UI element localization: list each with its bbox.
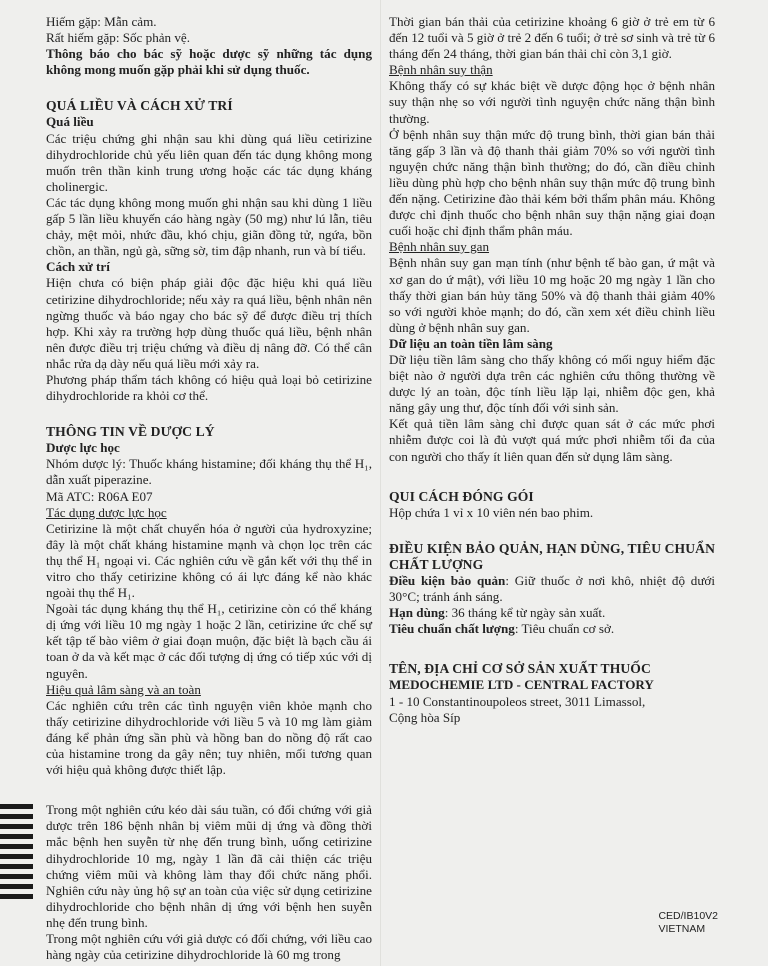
registration-bar xyxy=(0,844,33,849)
registration-bar xyxy=(0,874,33,879)
atc-code: Mã ATC: R06A E07 xyxy=(46,488,153,504)
pd-effect-paragraph-2: Ngoài tác dụng kháng thụ thể H₁, cetirizine còn có thể kháng dị ứng với liều 10 mg ngày 1 hoặc 2 lần, cetirizine ức chế sự kết tập tế bào viêm ở giai đoạn muộn, đặc biệt là bạch cầu ái toan ở da và kết mạc ở các đối tượng dị ứng có tiếp xúc với dị nguyên. xyxy=(46,601,372,681)
document-code-id: CED/IB10V2 xyxy=(658,910,718,922)
pharmacology-heading: THÔNG TIN VỀ DƯỢC LÝ xyxy=(46,424,215,440)
registration-bar xyxy=(0,824,33,829)
left-column xyxy=(46,14,372,963)
hepatic-subheading: Bệnh nhân suy gan xyxy=(389,239,490,255)
quality-label: Tiêu chuẩn chất lượng xyxy=(389,621,515,637)
clinical-paragraph-3: Trong một nghiên cứu với giả dược có đối chứng, với liều cao hàng ngày của cetirizine dihydrochloride là 60 mg trong xyxy=(46,930,372,963)
manufacturer-heading: TÊN, ĐỊA CHỈ CƠ SỞ SẢN XUẤT THUỐC xyxy=(389,661,651,677)
registration-bar xyxy=(0,894,33,899)
document-code xyxy=(658,910,718,936)
pediatric-half-life: Thời gian bán thải của cetirizine khoảng 6 giờ ở trẻ em từ 6 đến 12 tuổi và 5 giờ ở trẻ 2 đến 6 tuổi; ở trẻ sơ sinh và trẻ từ 6 tháng đến 24 tháng, thời gian bán thải chỉ còn 3,1 giờ. xyxy=(389,14,715,62)
shelf-life-line xyxy=(389,605,715,621)
overdose-paragraph-1: Các triệu chứng ghi nhận sau khi dùng quá liều cetirizine dihydrochloride chủ yếu liên quan đến tác dụng không mong muốn trên thần kinh trung ương hoặc các tác dụng kháng cholinergic. xyxy=(46,130,372,194)
notify-doctor-note: Thông báo cho bác sỹ hoặc dược sỹ những tác dụng không mong muốn gặp phải khi sử dụng thuốc. xyxy=(46,46,372,78)
print-registration-bars xyxy=(0,804,33,904)
right-column xyxy=(389,14,715,726)
registration-bar xyxy=(0,804,33,809)
column-divider xyxy=(380,0,381,966)
shelf-life-text: : 36 tháng kể từ ngày sản xuất. xyxy=(444,605,606,621)
clinical-paragraph-1: Các nghiên cứu trên các tình nguyện viên khỏe mạnh cho thấy cetirizine dihydrochloride với liều 5 và 10 mg làm giảm đáng kể phản ứng sần phù và hồng ban do nồng độ rất cao của histamine trong da gây nên; tuy nhiên, mối tương quan với hiệu quả không được thiết lập. xyxy=(46,697,372,778)
registration-bar xyxy=(0,884,33,889)
pd-effect-subheading: Tác dụng dược lực học xyxy=(46,504,167,520)
hepatic-paragraph: Bệnh nhân suy gan mạn tính (như bệnh tế bào gan, ứ mật và xơ gan do ứ mật), với liều 10 mg hoặc 20 mg ngày 1 lần cho thấy thời gian bán hủy tăng 50% và độ thanh thải giảm 40% so với người khỏe mạnh; do đó, cần xem xét điều chỉnh liều dùng ở bệnh nhân suy gan. xyxy=(389,255,715,335)
overdose-subheading: Quá liều xyxy=(46,114,94,130)
overdose-paragraph-2: Các tác dụng không mong muốn ghi nhận sau khi dùng 1 liều gấp 5 lần liều khuyến cáo hàng ngày (50 mg) như lú lẫn, tiêu chảy, mệt mỏi, nhức đầu, khó chịu, giãn đồng tử, ngứa, bồn chồn, an thần, ngủ gà, sững sờ, tim đập nhanh, run và bí tiểu. xyxy=(46,194,372,259)
quality-text: : Tiêu chuẩn cơ sở. xyxy=(514,621,615,637)
pharmacodynamics-subheading: Dược lực học xyxy=(46,440,120,456)
storage-label: Điều kiện bảo quản xyxy=(389,573,506,588)
renal-subheading: Bệnh nhân suy thận xyxy=(389,62,493,78)
shelf-life-label: Hạn dùng xyxy=(389,605,445,621)
registration-bar xyxy=(0,814,33,819)
overdose-heading: QUÁ LIỀU VÀ CÁCH XỬ TRÍ xyxy=(46,98,233,114)
manufacturer-country: Cộng hòa Síp xyxy=(389,709,461,725)
pd-effect-paragraph-1: Cetirizine là một chất chuyển hóa ở người của hydroxyzine; đây là một chất kháng histamine mạnh và chọn lọc trên các thụ thể H₁ ngoại vi. Các nghiên cứu về gắn kết với thụ thể in vitro cho thấy cetirizine không có ái lực đáng kể nào khác ngoài thụ thể H₁. xyxy=(46,520,372,601)
registration-bar xyxy=(0,834,33,839)
preclinical-subheading: Dữ liệu an toàn tiền lâm sàng xyxy=(389,335,553,351)
renal-paragraph-1: Không thấy có sự khác biệt về dược động học ở bệnh nhân suy thận nhẹ so với người tình nguyện chức năng thận bình thường. xyxy=(389,78,715,126)
treatment-paragraph-1: Hiện chưa có biện pháp giải độc đặc hiệu khi quá liều cetirizine dihydrochloride; nếu xảy ra quá liều, bệnh nhân nên ngừng thuốc và báo ngay cho bác sỹ để được điều trị thích hợp. Khi xảy ra trường hợp dùng thuốc quá liều, bệnh nhân nên được điều trị triệu chứng và điều dị nâng đỡ. Có thể cân nhắc rửa dạ dày nếu quá liều mới xảy ra. xyxy=(46,275,372,371)
packaging-text: Hộp chứa 1 vỉ x 10 viên nén bao phim. xyxy=(389,504,594,520)
registration-bar xyxy=(0,864,33,869)
storage-heading: ĐIỀU KIỆN BẢO QUẢN, HẠN DÙNG, TIÊU CHUẨN CHẤT LƯỢNG xyxy=(389,540,715,572)
preclinical-paragraph-1: Dữ liệu tiền lâm sàng cho thấy không có mối nguy hiểm đặc biệt nào ở người dựa trên các nghiên cứu thông thường về dược lý an toàn, độc tính liều lặp lại, nhiễm độc gen, khả năng gây ung thư, độc tính đối với sinh sản. xyxy=(389,351,715,416)
very-rare-effects: Rất hiếm gặp: Sốc phản vệ. xyxy=(46,30,190,46)
manufacturer-name: MEDOCHEMIE LTD - CENTRAL FACTORY xyxy=(389,677,654,693)
clinical-efficacy-subheading: Hiệu quả lâm sàng và an toàn xyxy=(46,681,201,697)
rare-effects: Hiếm gặp: Mẫn cảm. xyxy=(46,14,157,29)
quality-line xyxy=(389,621,715,637)
treatment-subheading: Cách xử trí xyxy=(46,259,110,275)
treatment-paragraph-2: Phương pháp thẩm tách không có hiệu quả loại bỏ cetirizine dihydrochloride ra khỏi cơ thể. xyxy=(46,371,372,404)
storage-line xyxy=(389,573,715,605)
packaging-heading: QUI CÁCH ĐÓNG GÓI xyxy=(389,488,534,504)
storage-text: : Giữ thuốc ở nơi khô, nhiệt độ dưới 30°C; tránh ánh sáng. xyxy=(389,573,715,605)
pharmacological-group: Nhóm dược lý: Thuốc kháng histamine; đối kháng thụ thể H₁, dẫn xuất piperazine. xyxy=(46,456,372,488)
clinical-paragraph-2: Trong một nghiên cứu kéo dài sáu tuần, có đối chứng với giả dược trên 186 bệnh nhân bị viêm mũi dị ứng và đồng thời mắc bệnh hen suyễn từ nhẹ đến trung bình, uống cetirizine dihydrochloride 10 mg, ngày 1 lần đã cải thiện các triệu chứng viêm mũi và không làm thay đổi chức năng phổi. Nghiên cứu này ủng hộ sự an toàn của việc sử dụng cetirizine dihydrochloride cho bệnh nhân dị ứng với bệnh hen suyễn nhẹ đến trung bình. xyxy=(46,802,372,930)
document-code-country: VIETNAM xyxy=(658,923,706,935)
registration-bar xyxy=(0,854,33,859)
manufacturer-address: 1 - 10 Constantinoupoleos street, 3011 Limassol, xyxy=(389,693,646,709)
preclinical-paragraph-2: Kết quả tiền lâm sàng chỉ được quan sát ở các mức phơi nhiễm được coi là đủ vượt quá mức phơi nhiễm tối đa của con người cho thấy ít liên quan đến sử dụng lâm sàng. xyxy=(389,416,715,464)
renal-paragraph-2: Ở bệnh nhân suy thận mức độ trung bình, thời gian bán thải tăng gấp 3 lần và độ thanh thải giảm 70% so với người tình nguyện chức năng thận bình thường; do đó, cần điều chỉnh liều dùng phù hợp cho bệnh nhân suy thận mức độ trung bình đến nặng. Cetirizine đào thải kém bởi thẩm phân máu. Không được chỉ định thuốc cho bệnh nhân suy thận nặng giai đoạn cuối hoặc chỉ định thẩm phân máu. xyxy=(389,126,715,239)
